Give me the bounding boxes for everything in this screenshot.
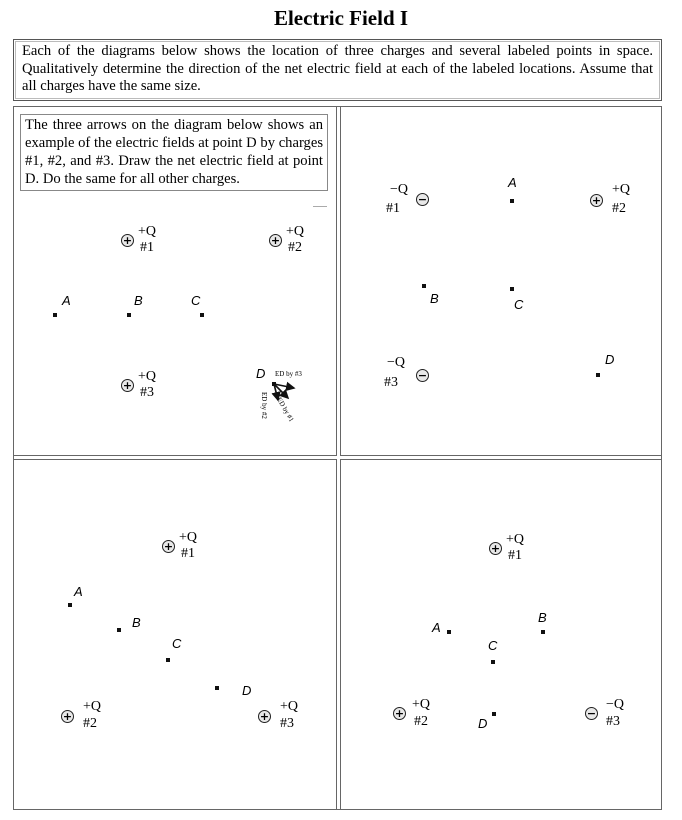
- p1-point-c-label: C: [191, 293, 201, 308]
- p3-point-d-label: D: [242, 683, 252, 698]
- label-ed-by-1: ED by #1: [275, 396, 296, 424]
- p1-charge-3-q: +Q: [138, 369, 157, 384]
- p4-charge-1-icon: +: [490, 542, 501, 555]
- p1-charge-1-icon: +: [122, 234, 133, 247]
- page-title: Electric Field I: [273, 6, 409, 30]
- p2-charge-2-num: #2: [612, 201, 626, 216]
- p3-point-b-label: B: [132, 615, 141, 630]
- p3-point-a-label: A: [74, 584, 83, 599]
- p3-point-b: [117, 628, 121, 632]
- p4-point-d-label: D: [478, 716, 488, 731]
- p2-point-c: [510, 287, 514, 291]
- p1-point-d-label: D: [256, 366, 266, 381]
- label-ed-by-2: ED by #2: [260, 392, 268, 419]
- p4-charge-2-num: #2: [414, 714, 428, 729]
- instructions-text: Each of the diagrams below shows the location of three charges and several labeled points in space. Qualitatively determine the direction of the net electric field at each of the labeled locations. Assume that all charges have the same size.: [22, 43, 653, 94]
- p3-charge-2-icon: +: [62, 710, 73, 723]
- p3-charge-3-num: #3: [280, 716, 294, 731]
- p3-point-a: [68, 603, 72, 607]
- p1-charge-3-num: #3: [140, 385, 154, 400]
- p2-charge-1-icon: −: [417, 193, 428, 206]
- p3-point-c-label: C: [172, 636, 182, 651]
- p2-charge-3-q: −Q: [387, 355, 406, 370]
- p2-point-a-label: A: [508, 175, 517, 190]
- p1-charge-2-q: +Q: [286, 224, 305, 239]
- p4-charge-2-q: +Q: [412, 697, 431, 712]
- label-ed-by-3: ED by #3: [275, 370, 302, 378]
- p3-point-c: [166, 658, 170, 662]
- p2-charge-3-icon: −: [417, 369, 428, 382]
- p2-point-b-label: B: [430, 291, 439, 306]
- p3-point-d: [215, 686, 219, 690]
- p2-charge-2-q: +Q: [612, 182, 631, 197]
- p2-charge-1-num: #1: [386, 201, 400, 216]
- p4-point-c: [491, 660, 495, 664]
- p4-point-a-label: A: [432, 620, 441, 635]
- p4-point-c-label: C: [488, 638, 498, 653]
- p2-point-d-label: D: [605, 352, 615, 367]
- p4-point-d: [492, 712, 496, 716]
- p3-charge-2-num: #2: [83, 716, 97, 731]
- p3-charge-2-q: +Q: [83, 699, 102, 714]
- p3-charge-1-q: +Q: [179, 530, 198, 545]
- p1-point-a-label: A: [62, 293, 71, 308]
- p1-charge-2-icon: +: [270, 234, 281, 247]
- p1-charge-1-q: +Q: [138, 224, 157, 239]
- p4-point-a: [447, 630, 451, 634]
- p2-charge-3-num: #3: [384, 375, 398, 390]
- p1-charge-2-num: #2: [288, 240, 302, 255]
- p4-charge-3-icon: −: [586, 707, 597, 720]
- p2-point-b: [422, 284, 426, 288]
- p3-charge-3-q: +Q: [280, 699, 299, 714]
- p1-point-b-label: B: [134, 293, 143, 308]
- p4-charge-3-num: #3: [606, 714, 620, 729]
- p4-charge-1-num: #1: [508, 548, 522, 563]
- p2-point-d: [596, 373, 600, 377]
- p4-point-b-label: B: [538, 610, 547, 625]
- p1-charge-3-icon: +: [122, 379, 133, 392]
- p3-charge-3-icon: +: [259, 710, 270, 723]
- example-explanation: The three arrows on the diagram below shows an example of the electric fields at point D by charges #1, #2, and #3. Draw the net electric field at point D. Do the same for all other charges.: [20, 114, 328, 191]
- p1-charge-1-num: #1: [140, 240, 154, 255]
- p2-point-a: [510, 199, 514, 203]
- p2-charge-1-q: −Q: [390, 182, 409, 197]
- p3-charge-1-num: #1: [181, 546, 195, 561]
- p4-charge-2-icon: +: [394, 707, 405, 720]
- p2-point-c-label: C: [514, 297, 524, 312]
- p4-point-b: [541, 630, 545, 634]
- p2-charge-2-icon: +: [591, 194, 602, 207]
- p4-charge-1-q: +Q: [506, 532, 525, 547]
- p4-charge-3-q: −Q: [606, 697, 625, 712]
- p3-charge-1-icon: +: [163, 540, 174, 553]
